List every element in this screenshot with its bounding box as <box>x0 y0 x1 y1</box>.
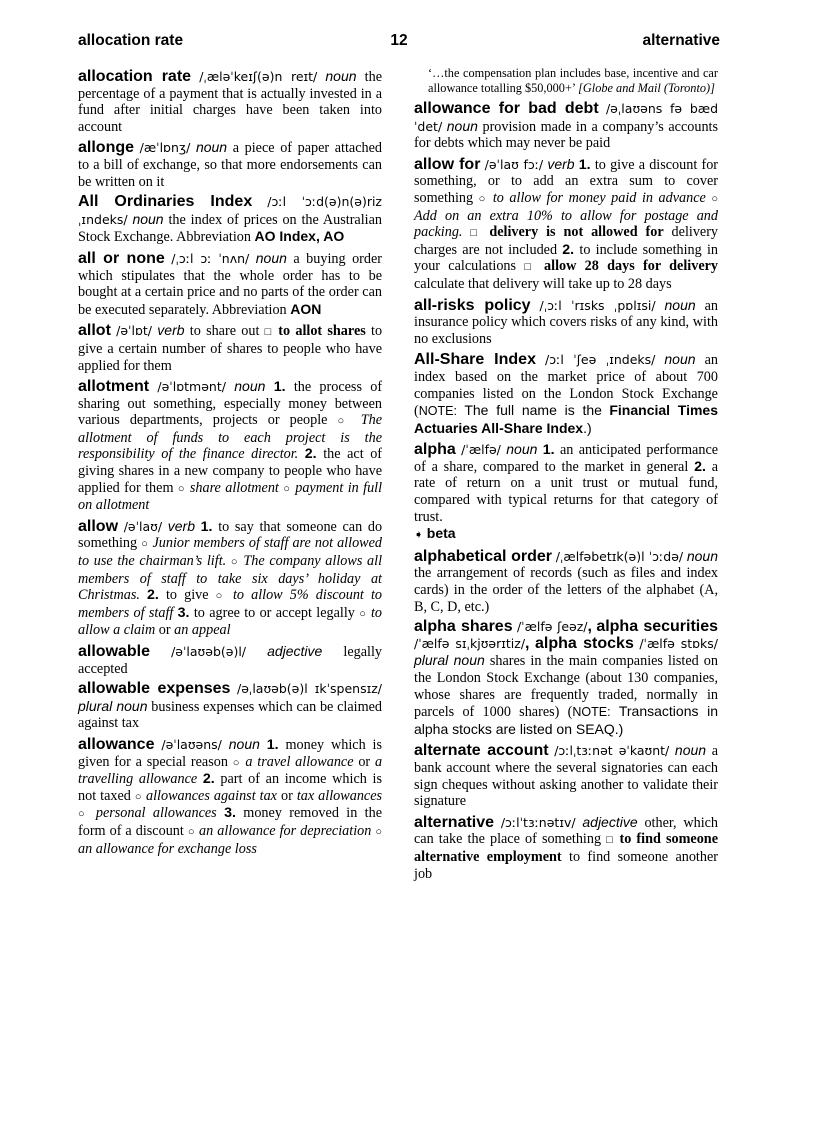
sense-number: 3. <box>224 805 236 822</box>
definition: the arrangement of records (such as files and index cards) in the order of the letters of the alphabet (A, B, C, D, etc.) <box>414 565 718 615</box>
part-of-speech: noun <box>132 210 164 227</box>
abbreviation: AO Index, AO <box>254 228 345 245</box>
headword-variant: alpha securities <box>596 618 719 636</box>
right-column <box>414 68 718 886</box>
pronunciation: /əˈlaʊəns/ <box>161 736 222 752</box>
entry-alternate-account <box>414 742 718 809</box>
circle-bullet-icon: ○ <box>283 482 291 495</box>
page-number: 12 <box>390 32 408 49</box>
part-of-speech: noun <box>195 139 228 156</box>
cross-reference[interactable]: beta <box>426 525 456 542</box>
example: Add on an extra 10% to allow for postage and packing. <box>414 207 718 241</box>
part-of-speech: noun <box>674 742 707 759</box>
pronunciation: /əˌlaʊəns fə bæd ˈdet/ <box>414 101 718 134</box>
example: an allowance for depreciation <box>199 822 372 839</box>
quote-text: ‘…the compensation plan includes base, incentive and car allowance totalling $50,000+’ <box>428 66 718 95</box>
headword: alternate account <box>414 742 549 760</box>
circle-bullet-icon: ○ <box>187 825 195 838</box>
definition: an index based on the market price of about 700 companies listed on the London Stock Exchange ( <box>414 352 718 420</box>
part-of-speech: noun <box>686 547 719 564</box>
definition: to share out <box>189 323 260 340</box>
definition: to give <box>165 587 209 604</box>
phrase-definition: to give a certain number of shares to people who have applied for them <box>78 323 383 374</box>
pronunciation: /ˌɔːl ɔː ˈnʌn/ <box>171 250 250 266</box>
part-of-speech: verb <box>157 322 185 339</box>
entry-alternative <box>414 814 718 882</box>
part-of-speech: noun <box>255 249 287 266</box>
phrase-definition: to find someone another job <box>414 848 718 882</box>
part-of-speech: noun <box>506 441 538 458</box>
pronunciation: /ˌæləˈkeɪʃ(ə)n reɪt/ <box>199 69 318 84</box>
headword: allowance <box>78 735 155 753</box>
headword: alpha <box>414 441 456 459</box>
definition: to agree to or accept legally <box>193 604 355 621</box>
example: Junior members of staff are not allowed to use the chairman’s lift. <box>78 535 383 570</box>
pronunciation: /əˌlaʊəb(ə)l ɪkˈspensɪz/ <box>236 681 383 697</box>
headword: allowable <box>78 643 151 660</box>
definition: shares in the main companies listed on the London Stock Exchange (about 130 companies, whose shares are frequently traded, normally in parcels of 1000 shares) ( <box>414 653 718 721</box>
part-of-speech: adjective <box>267 643 323 659</box>
definition: money which is given for a special reason <box>78 736 383 770</box>
definition: provision made in a company’s accounts for debts which may never be paid <box>414 118 719 152</box>
example: share allotment <box>189 479 279 496</box>
running-header <box>78 32 720 52</box>
definition: a piece of paper attached to a bill of exchange, so that more endorsements can be written on it <box>78 140 383 190</box>
circle-bullet-icon: ○ <box>215 590 226 603</box>
part-of-speech: noun <box>234 378 266 395</box>
phrase: allow 28 days for delivery <box>544 258 719 275</box>
circle-bullet-icon: ○ <box>711 192 718 205</box>
definition: part of an income which is not taxed <box>78 771 382 804</box>
headword: alternative <box>414 813 495 831</box>
left-column <box>78 68 382 861</box>
pronunciation: /æˈlɒnʒ/ <box>139 140 191 156</box>
definition: to give a discount for something, or to add an extra sum to cover something <box>414 156 719 206</box>
sense-number: 1. <box>200 518 213 535</box>
phrase: to find someone alternative employment <box>414 831 718 865</box>
part-of-speech: verb <box>547 155 575 172</box>
square-marker-icon: □ <box>264 326 274 339</box>
sense-number: 2. <box>147 587 159 604</box>
example: tax allowances <box>296 787 383 804</box>
example: to allow a claim <box>78 604 383 639</box>
separator: , <box>587 618 592 636</box>
pronunciation: /əˈlaʊ/ <box>123 518 163 534</box>
sense-number: 2. <box>694 458 706 475</box>
header-last-entry: alternative <box>642 32 720 49</box>
part-of-speech: noun <box>664 296 696 313</box>
definition: business expenses which can be claimed against tax <box>78 698 383 732</box>
conjunction: or <box>281 787 293 804</box>
pronunciation: /ɔːlˈtɜːnətɪv/ <box>500 814 576 830</box>
entry-all-ordinaries-index <box>78 194 382 246</box>
definition: a bank account where the several signatories can each sign cheques without asking another to validate their signature <box>414 743 718 810</box>
definition: the index of prices on the Australian Stock Exchange. Abbreviation <box>78 211 382 246</box>
entry-allow <box>78 518 382 639</box>
sense-number: 2. <box>562 241 575 258</box>
pronunciation: /ˈælfə sɪˌkjʊərɪtiz/ <box>414 635 526 651</box>
circle-bullet-icon: ○ <box>177 482 186 495</box>
part-of-speech: plural noun <box>78 697 148 714</box>
headword: allowable expenses <box>78 680 231 698</box>
headword-variant: alpha stocks <box>534 634 634 652</box>
definition: other, which can take the place of something <box>414 814 719 848</box>
circle-bullet-icon: ○ <box>141 538 149 551</box>
headword: allot <box>78 322 111 340</box>
definition: to say that someone can do something <box>78 518 383 552</box>
definition: a rate of return on a unit trust or mutual fund, compared with typical returns for that category of trust. <box>414 458 718 525</box>
circle-bullet-icon: ○ <box>478 192 488 205</box>
pronunciation: /ˈælfə stɒks/ <box>639 635 719 651</box>
circle-bullet-icon: ○ <box>375 825 383 838</box>
sense-number: 1. <box>273 379 286 396</box>
headword: All Ordinaries Index <box>78 193 253 211</box>
entry-alpha <box>414 441 718 544</box>
definition: a buying order which stipulates that the whole order has to be bought at a certain price and no parts of the order can be executed separately. Abbreviation <box>78 250 382 318</box>
example: The company allows all members of staff to take six days’ holiday at Christmas. <box>78 553 383 604</box>
full-name: Financial Times Actuaries All-Share Index <box>414 402 718 436</box>
sense-number: 2. <box>202 771 215 788</box>
entry-alpha-shares <box>414 619 718 738</box>
headword: allonge <box>78 139 135 157</box>
example: a travelling allowance <box>78 753 383 788</box>
definition: money removed in the form of a discount <box>78 805 383 839</box>
part-of-speech: adjective <box>582 813 638 830</box>
phrase-definition: calculate that delivery will take up to 28 days <box>414 275 672 292</box>
example: to allow for money paid in advance <box>492 189 706 206</box>
circle-bullet-icon: ○ <box>232 756 241 769</box>
pronunciation: /ɔːlˌtɜːnət əˈkaʊnt/ <box>554 743 670 759</box>
example: allowances against tax <box>146 787 277 804</box>
entry-all-share-index <box>414 351 718 437</box>
definition: legally accepted <box>78 644 382 677</box>
phrase-definition: delivery charges are not included <box>414 224 719 258</box>
definition: an insurance policy which covers risks of any kind, with no exclusions <box>414 297 719 347</box>
entry-allonge <box>78 139 382 190</box>
entry-allocation-rate <box>78 68 382 135</box>
entry-allowance <box>78 736 382 857</box>
headword: alphabetical order <box>414 547 553 565</box>
entry-allot <box>78 322 382 374</box>
citation-quote <box>428 66 718 95</box>
pronunciation: /ˈælfə/ <box>461 442 501 458</box>
entry-allowable-expenses <box>78 681 382 732</box>
headword: alpha shares <box>414 618 513 636</box>
note-close: .) <box>583 419 592 436</box>
sense-number: 1. <box>542 442 555 459</box>
pronunciation: /əˈlaʊ fɔː/ <box>484 156 544 172</box>
headword: All-Share Index <box>414 351 536 369</box>
conjunction: or <box>158 622 171 639</box>
definition: to include something in your calculations <box>414 241 719 275</box>
sense-number: 2. <box>304 446 317 463</box>
pronunciation: /əˈlɒt/ <box>116 323 153 339</box>
headword: all or none <box>78 249 165 267</box>
headword: allow for <box>414 155 481 173</box>
entry-allowable <box>78 643 382 677</box>
pronunciation: /əˈlaʊəb(ə)l/ <box>171 644 247 659</box>
part-of-speech: verb <box>167 517 195 534</box>
definition: the percentage of a payment that is actually invested in a fund after initial charges have been taken into account <box>78 69 383 135</box>
square-marker-icon: □ <box>606 834 615 847</box>
circle-bullet-icon: ○ <box>78 808 89 821</box>
note-text: The full name is the <box>464 402 602 419</box>
entry-alphabetical-order <box>414 548 718 615</box>
entry-allotment <box>78 378 382 514</box>
definition: the process of sharing out something, especially money between various departments, projects or people <box>78 379 383 429</box>
entry-allow-for <box>414 156 718 293</box>
pronunciation: /ɔːl ˈɔːd(ə)n(ə)riz ˌɪndeks/ <box>78 194 382 227</box>
example: an appeal <box>174 622 231 639</box>
pronunciation: /ɔːl ˈʃeə ˌɪndeks/ <box>545 352 656 368</box>
phrase: delivery is not allowed for <box>489 224 664 241</box>
separator: , <box>525 634 530 652</box>
note-text: Transactions in alpha stocks are listed on SEAQ.) <box>414 703 718 737</box>
headword: all-risks policy <box>414 296 531 314</box>
circle-bullet-icon: ○ <box>337 415 351 428</box>
sense-number: 3. <box>177 604 190 621</box>
quote-source: [Globe and Mail (Toronto)] <box>578 80 715 95</box>
entry-all-or-none <box>78 250 382 318</box>
example: payment in full on allotment <box>78 479 383 514</box>
sense-number: 1. <box>266 736 279 753</box>
square-marker-icon: □ <box>470 227 482 240</box>
note-label: NOTE: <box>572 705 611 720</box>
part-of-speech: plural noun <box>414 652 485 669</box>
circle-bullet-icon: ○ <box>134 790 142 803</box>
example: a travel allowance <box>245 753 354 770</box>
headword: allotment <box>78 378 150 396</box>
arrow-xref-icon: ➧ <box>414 529 424 542</box>
pronunciation: /ˌɔːl ˈrɪsks ˌpɒlɪsi/ <box>539 297 656 313</box>
headword: allowance for bad debt <box>414 100 599 117</box>
header-first-entry: allocation rate <box>78 32 184 49</box>
example: personal allowances <box>95 805 217 822</box>
circle-bullet-icon: ○ <box>359 607 367 620</box>
example: The allotment of funds to each project is the responsibility of the finance director. <box>78 412 382 463</box>
part-of-speech: noun <box>664 351 696 368</box>
part-of-speech: noun <box>446 117 478 134</box>
pronunciation: /əˈlɒtmənt/ <box>157 379 226 395</box>
phrase: to allot shares <box>278 323 366 340</box>
sense-number: 1. <box>578 156 591 173</box>
pronunciation: /ˌælfəbetɪk(ə)l ˈɔːdə/ <box>555 548 684 564</box>
entry-all-risks-policy <box>414 297 718 348</box>
note-label: NOTE: <box>418 404 457 419</box>
headword: allocation rate <box>78 68 192 85</box>
conjunction: or <box>358 753 371 770</box>
example: to allow 5% discount to members of staff <box>78 587 382 621</box>
headword: allow <box>78 517 119 535</box>
abbreviation: AON <box>290 300 322 317</box>
example: an allowance for exchange loss <box>78 840 257 857</box>
part-of-speech: noun <box>325 68 357 84</box>
definition: the act of giving shares in a new company to people who have applied for them <box>78 446 383 496</box>
square-marker-icon: □ <box>524 261 536 274</box>
definition: an anticipated performance of a share, compared to the market in general <box>414 442 719 475</box>
part-of-speech: noun <box>228 735 260 752</box>
circle-bullet-icon: ○ <box>230 556 239 569</box>
entry-allowance-for-bad-debt <box>414 101 718 152</box>
pronunciation: /ˈælfə ʃeəz/ <box>516 619 588 635</box>
